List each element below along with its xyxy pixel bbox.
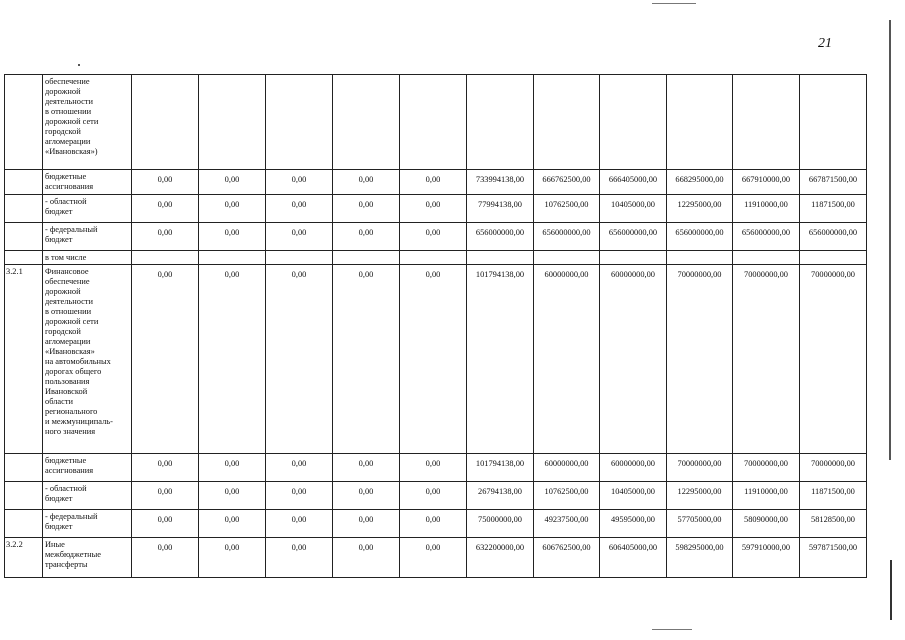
value-cell: 0,00 bbox=[333, 170, 400, 195]
row-description-cell: бюджетные ассигнования bbox=[43, 454, 132, 482]
value-cell bbox=[800, 75, 867, 170]
value-cell: 10762500,00 bbox=[534, 482, 600, 510]
row-code-cell: 3.2.2 bbox=[5, 538, 43, 578]
value-cell: 0,00 bbox=[266, 454, 333, 482]
page-number: 21 bbox=[818, 36, 832, 51]
value-cell: 0,00 bbox=[199, 510, 266, 538]
value-cell bbox=[600, 251, 667, 265]
row-description-cell: - областной бюджет bbox=[43, 195, 132, 223]
value-cell: 0,00 bbox=[199, 538, 266, 578]
value-cell bbox=[199, 251, 266, 265]
value-cell: 656000000,00 bbox=[534, 223, 600, 251]
value-cell: 70000000,00 bbox=[733, 265, 800, 454]
table-row bbox=[5, 454, 867, 482]
value-cell: 0,00 bbox=[266, 265, 333, 454]
value-cell: 0,00 bbox=[266, 223, 333, 251]
value-cell: 70000000,00 bbox=[800, 265, 867, 454]
table-row bbox=[5, 75, 867, 170]
row-description-cell: - областной бюджет bbox=[43, 482, 132, 510]
table-row bbox=[5, 538, 867, 578]
value-cell: 75000000,00 bbox=[467, 510, 534, 538]
table-row bbox=[5, 195, 867, 223]
value-cell: 606405000,00 bbox=[600, 538, 667, 578]
value-cell bbox=[667, 251, 733, 265]
value-cell bbox=[800, 251, 867, 265]
value-cell: 656000000,00 bbox=[667, 223, 733, 251]
value-cell: 101794138,00 bbox=[467, 454, 534, 482]
row-code-cell bbox=[5, 195, 43, 223]
value-cell: 58128500,00 bbox=[800, 510, 867, 538]
value-cell bbox=[266, 75, 333, 170]
value-cell: 49237500,00 bbox=[534, 510, 600, 538]
row-description-cell: - федеральный бюджет bbox=[43, 510, 132, 538]
value-cell: 0,00 bbox=[400, 195, 467, 223]
table-row bbox=[5, 223, 867, 251]
value-cell: 0,00 bbox=[333, 265, 400, 454]
value-cell: 667910000,00 bbox=[733, 170, 800, 195]
value-cell: 57705000,00 bbox=[667, 510, 733, 538]
value-cell: 11871500,00 bbox=[800, 195, 867, 223]
value-cell: 0,00 bbox=[132, 170, 199, 195]
value-cell: 11910000,00 bbox=[733, 482, 800, 510]
row-code-cell bbox=[5, 251, 43, 265]
value-cell bbox=[132, 75, 199, 170]
table-row bbox=[5, 251, 867, 265]
value-cell: 60000000,00 bbox=[600, 454, 667, 482]
value-cell: 0,00 bbox=[199, 454, 266, 482]
value-cell: 656000000,00 bbox=[733, 223, 800, 251]
value-cell: 0,00 bbox=[266, 482, 333, 510]
value-cell: 11871500,00 bbox=[800, 482, 867, 510]
value-cell: 0,00 bbox=[199, 482, 266, 510]
value-cell: 0,00 bbox=[400, 223, 467, 251]
value-cell: 12295000,00 bbox=[667, 482, 733, 510]
value-cell bbox=[467, 251, 534, 265]
value-cell: 656000000,00 bbox=[467, 223, 534, 251]
value-cell bbox=[733, 251, 800, 265]
value-cell: 0,00 bbox=[266, 510, 333, 538]
value-cell: 0,00 bbox=[199, 265, 266, 454]
value-cell bbox=[400, 251, 467, 265]
value-cell: 60000000,00 bbox=[534, 265, 600, 454]
budget-table bbox=[4, 74, 867, 578]
value-cell: 101794138,00 bbox=[467, 265, 534, 454]
value-cell: 0,00 bbox=[333, 510, 400, 538]
value-cell: 0,00 bbox=[333, 454, 400, 482]
scan-edge-line bbox=[889, 20, 891, 460]
value-cell: 49595000,00 bbox=[600, 510, 667, 538]
scan-edge-line-lower bbox=[890, 560, 892, 620]
value-cell: 0,00 bbox=[400, 170, 467, 195]
value-cell: 656000000,00 bbox=[600, 223, 667, 251]
budget-table-wrapper bbox=[4, 74, 867, 578]
value-cell bbox=[333, 75, 400, 170]
value-cell: 10405000,00 bbox=[600, 195, 667, 223]
row-description-cell: Иные межбюджетные трансферты bbox=[43, 538, 132, 578]
value-cell: 597910000,00 bbox=[733, 538, 800, 578]
value-cell bbox=[400, 75, 467, 170]
value-cell: 0,00 bbox=[199, 170, 266, 195]
row-description-cell: обеспечение дорожной деятельности в отношении дорожной сети городской агломерации «Ивановская») bbox=[43, 75, 132, 170]
value-cell bbox=[667, 75, 733, 170]
value-cell: 0,00 bbox=[199, 223, 266, 251]
value-cell: 60000000,00 bbox=[534, 454, 600, 482]
value-cell: 12295000,00 bbox=[667, 195, 733, 223]
value-cell bbox=[600, 75, 667, 170]
table-row bbox=[5, 482, 867, 510]
value-cell: 11910000,00 bbox=[733, 195, 800, 223]
value-cell: 0,00 bbox=[266, 195, 333, 223]
value-cell: 0,00 bbox=[266, 538, 333, 578]
value-cell: 0,00 bbox=[132, 538, 199, 578]
scan-speck bbox=[78, 64, 80, 66]
row-description-cell: бюджетные ассигнования bbox=[43, 170, 132, 195]
value-cell: 0,00 bbox=[132, 195, 199, 223]
value-cell bbox=[266, 251, 333, 265]
value-cell: 0,00 bbox=[132, 510, 199, 538]
value-cell bbox=[534, 75, 600, 170]
value-cell: 60000000,00 bbox=[600, 265, 667, 454]
value-cell: 0,00 bbox=[333, 538, 400, 578]
value-cell: 656000000,00 bbox=[800, 223, 867, 251]
table-row bbox=[5, 510, 867, 538]
value-cell: 0,00 bbox=[333, 195, 400, 223]
row-code-cell bbox=[5, 482, 43, 510]
value-cell bbox=[534, 251, 600, 265]
value-cell: 668295000,00 bbox=[667, 170, 733, 195]
scan-mark-top bbox=[652, 3, 696, 4]
value-cell: 58090000,00 bbox=[733, 510, 800, 538]
value-cell: 70000000,00 bbox=[733, 454, 800, 482]
value-cell: 77994138,00 bbox=[467, 195, 534, 223]
value-cell: 0,00 bbox=[132, 265, 199, 454]
row-description-cell: в том числе bbox=[43, 251, 132, 265]
value-cell: 70000000,00 bbox=[800, 454, 867, 482]
value-cell: 0,00 bbox=[333, 223, 400, 251]
table-body bbox=[5, 75, 867, 578]
value-cell: 70000000,00 bbox=[667, 265, 733, 454]
scan-mark-bottom bbox=[652, 629, 692, 630]
value-cell: 70000000,00 bbox=[667, 454, 733, 482]
value-cell: 666405000,00 bbox=[600, 170, 667, 195]
value-cell bbox=[467, 75, 534, 170]
value-cell: 10762500,00 bbox=[534, 195, 600, 223]
value-cell: 632200000,00 bbox=[467, 538, 534, 578]
row-code-cell bbox=[5, 223, 43, 251]
table-row bbox=[5, 265, 867, 454]
value-cell: 0,00 bbox=[199, 195, 266, 223]
value-cell: 0,00 bbox=[400, 454, 467, 482]
value-cell: 0,00 bbox=[400, 538, 467, 578]
value-cell: 597871500,00 bbox=[800, 538, 867, 578]
value-cell: 0,00 bbox=[400, 510, 467, 538]
row-description-cell: Финансовое обеспечение дорожной деятельности в отношении дорожной сети городской агломерации «Ивановская» на автомобильных дорогах общего пользования Ивановской области регионального и межмуниципаль- ного значения bbox=[43, 265, 132, 454]
row-code-cell bbox=[5, 510, 43, 538]
value-cell: 0,00 bbox=[132, 454, 199, 482]
value-cell: 667871500,00 bbox=[800, 170, 867, 195]
value-cell bbox=[199, 75, 266, 170]
value-cell: 0,00 bbox=[333, 482, 400, 510]
value-cell bbox=[733, 75, 800, 170]
value-cell: 598295000,00 bbox=[667, 538, 733, 578]
value-cell: 0,00 bbox=[400, 265, 467, 454]
row-code-cell bbox=[5, 170, 43, 195]
value-cell: 10405000,00 bbox=[600, 482, 667, 510]
value-cell: 666762500,00 bbox=[534, 170, 600, 195]
row-code-cell bbox=[5, 454, 43, 482]
value-cell: 606762500,00 bbox=[534, 538, 600, 578]
value-cell: 0,00 bbox=[132, 223, 199, 251]
value-cell: 26794138,00 bbox=[467, 482, 534, 510]
row-description-cell: - федеральный бюджет bbox=[43, 223, 132, 251]
value-cell: 0,00 bbox=[266, 170, 333, 195]
value-cell bbox=[132, 251, 199, 265]
value-cell: 0,00 bbox=[400, 482, 467, 510]
row-code-cell: 3.2.1 bbox=[5, 265, 43, 454]
value-cell: 733994138,00 bbox=[467, 170, 534, 195]
value-cell bbox=[333, 251, 400, 265]
table-row bbox=[5, 170, 867, 195]
value-cell: 0,00 bbox=[132, 482, 199, 510]
row-code-cell bbox=[5, 75, 43, 170]
